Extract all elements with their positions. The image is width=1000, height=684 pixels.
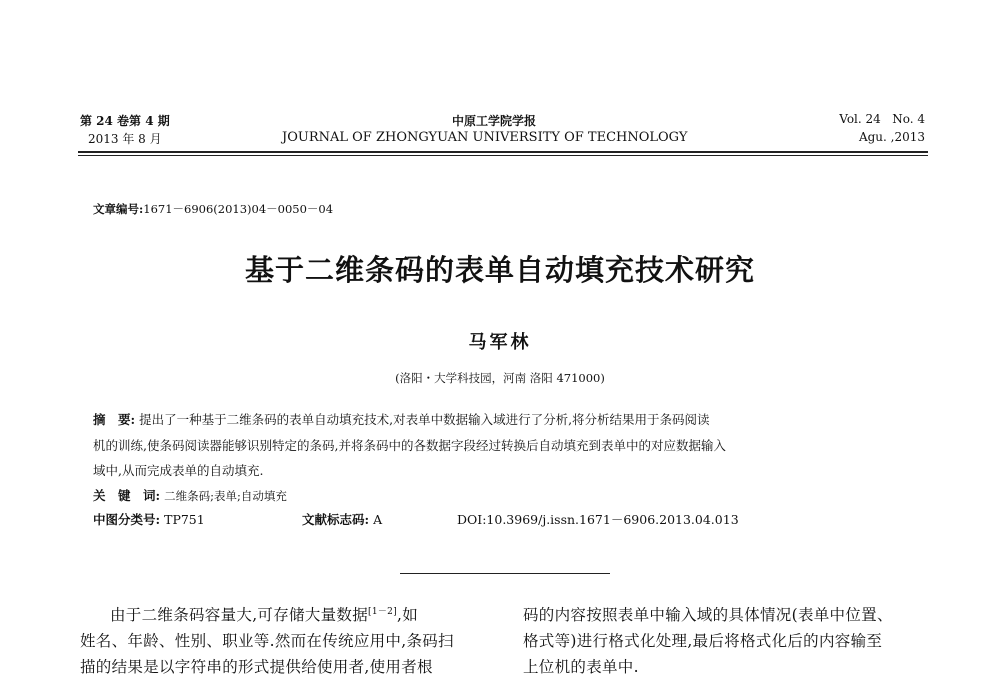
keywords-label: 关 键 词:	[93, 488, 161, 503]
date-cn: 2013 年 8 月	[88, 132, 162, 146]
classification	[93, 510, 205, 528]
section-separator	[400, 573, 610, 574]
vol-no: Vol. 24 No. 4	[839, 112, 925, 126]
doc-code	[302, 510, 382, 528]
doc-code-label: 文献标志码:	[302, 512, 370, 527]
class-value: TP751	[164, 512, 205, 527]
body-text: 由于二维条码容量大,可存储大量数据	[110, 606, 369, 624]
body-right-line: 码的内容按照表单中输入域的具体情况(表单中位置、	[523, 606, 893, 624]
body-left-line: 描的结果是以字符串的形式提供给使用者,使用者根	[80, 658, 433, 676]
keywords-value: 二维条码;表单;自动填充	[164, 489, 287, 503]
volume-issue: 第 24 卷第 4 期	[80, 114, 170, 128]
affiliation: (洛阳・大学科技园，河南 洛阳 471000)	[395, 371, 605, 385]
abstract-line	[93, 410, 710, 428]
journal-en: JOURNAL OF ZHONGYUAN UNIVERSITY OF TECHNOLOGY	[282, 130, 688, 145]
doi: DOI:10.3969/j.issn.1671－6906.2013.04.013	[457, 512, 739, 527]
date-en: Agu. ,2013	[858, 130, 925, 144]
body-text: ,如	[397, 606, 419, 624]
body-left-line	[110, 603, 418, 625]
citation[interactable]: [1－2]	[368, 606, 398, 617]
abstract-line: 机的训练,使条码阅读器能够识别特定的条码,并将条码中的各数据字段经过转换后自动填充到表单中的对应数据输入	[93, 438, 726, 453]
abstract-text: 提出了一种基于二维条码的表单自动填充技术,对表单中数据输入域进行了分析,将分析结果用于条码阅读	[139, 412, 710, 427]
body-right-line: 格式等)进行格式化处理,最后将格式化后的内容输至	[523, 632, 883, 650]
abstract-line: 域中,从而完成表单的自动填充.	[93, 463, 264, 478]
class-label: 中图分类号:	[93, 512, 161, 527]
article-number-label: 文章编号:	[93, 202, 144, 216]
journal-cn: 中原工学院学报	[452, 114, 537, 128]
article-number-value: 1671－6906(2013)04－0050－04	[143, 202, 334, 216]
body-left-line: 姓名、年龄、性别、职业等.然而在传统应用中,条码扫	[80, 632, 454, 650]
body-right-line: 上位机的表单中.	[523, 658, 639, 676]
paper-title: 基于二维条码的表单自动填充技术研究	[244, 253, 755, 287]
author: 马军林	[468, 332, 532, 353]
abstract-label: 摘 要:	[93, 412, 136, 427]
header-rule-thick	[78, 151, 928, 153]
keywords	[93, 486, 287, 504]
article-number	[93, 201, 333, 217]
doc-code-value: A	[373, 512, 383, 527]
header-rule-thin	[78, 155, 928, 156]
